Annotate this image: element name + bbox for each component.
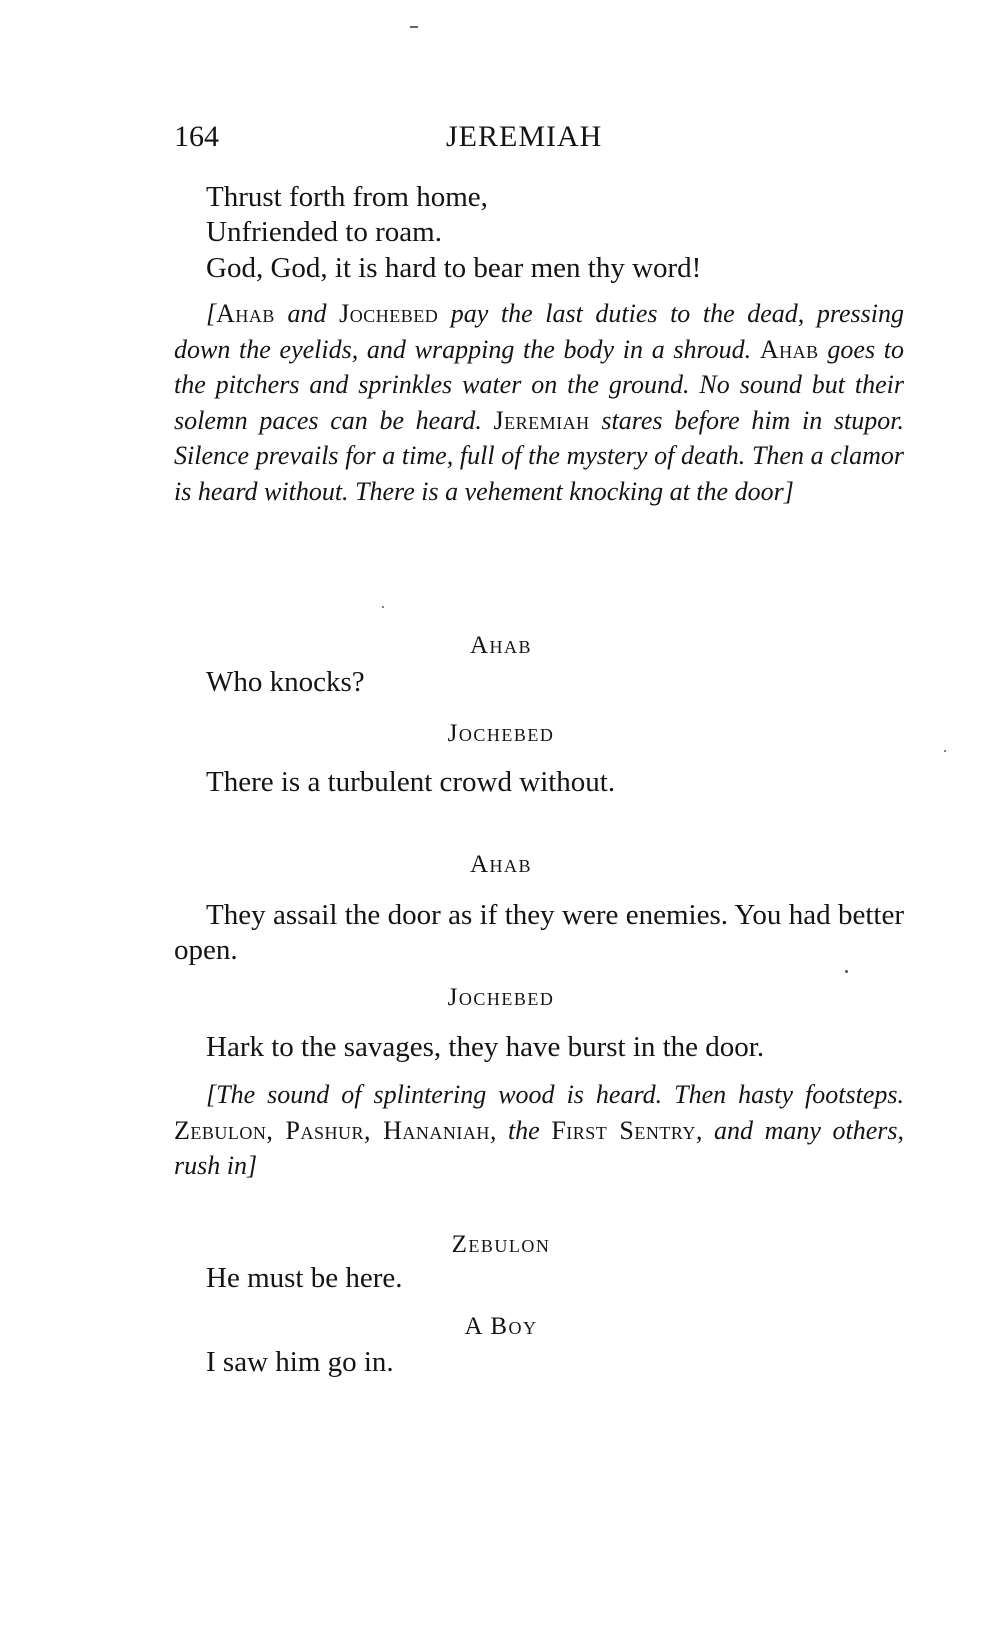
character-name: Zebulon [174, 1115, 267, 1145]
page-number: 164 [174, 120, 219, 153]
dialogue-line: Who knocks? [206, 666, 365, 698]
character-name: First Sentry [551, 1115, 696, 1145]
dialogue-line: He must be here. [206, 1262, 403, 1294]
print-speck [845, 970, 848, 973]
direction-text: pay the last duties to the dead, pressing down the eyelids, and wrapping the body in a shroud. [174, 299, 905, 364]
direction-text: stares before him in stupor. Silence prevails for a time, full of the mystery of death. Then a clamor is heard without. There is a vehement knocking at the door [174, 405, 904, 506]
running-title: JEREMIAH [446, 120, 603, 153]
separator: , [266, 1115, 286, 1145]
dialogue-line: I saw him go in. [206, 1346, 394, 1378]
character-name: Ahab [759, 334, 819, 364]
bracket-open: [ [206, 299, 217, 328]
separator: , [363, 1115, 384, 1145]
stage-direction [174, 296, 904, 509]
stage-direction [174, 1077, 904, 1184]
speaker-name: Ahab [469, 632, 533, 659]
direction-text: The sound of splintering wood is heard. Then hasty footsteps. [216, 1080, 904, 1109]
speaker-name: Zebulon [451, 1231, 551, 1258]
direction-text: , the [489, 1115, 552, 1145]
verse-line: Thrust forth from home, [206, 181, 488, 213]
dialogue-text: They assail the door as if they were enemies. You had better open. [174, 899, 904, 966]
direction-text: and [274, 299, 340, 328]
bracket-close: ] [246, 1151, 258, 1180]
bracket-open: [ [206, 1080, 217, 1109]
direction-text: goes to the pitchers and sprinkles water on the ground. No sound but their solemn paces can be heard. [174, 334, 904, 435]
speaker-name: Jochebed [447, 984, 555, 1011]
dialogue-line [174, 898, 904, 968]
dialogue-line: Hark to the savages, they have burst in the door. [206, 1031, 765, 1063]
verse-line: Unfriended to roam. [206, 216, 442, 248]
print-mark [410, 26, 418, 28]
speaker-name: Jochebed [447, 720, 555, 747]
verse-line: God, God, it is hard to bear men thy word! [206, 252, 702, 284]
dialogue-line: There is a turbulent crowd without. [206, 766, 616, 798]
bracket-close: ] [783, 476, 794, 506]
character-name: Jeremiah [493, 405, 590, 435]
character-name: Hananiah [383, 1115, 490, 1145]
print-speck [944, 750, 946, 752]
direction-text: , and many others, rush in [174, 1115, 905, 1180]
character-name: Ahab [216, 299, 275, 328]
print-speck [382, 606, 384, 608]
character-name: Pashur [285, 1115, 364, 1145]
character-name: Jochebed [339, 299, 439, 328]
speaker-name: Ahab [469, 851, 533, 878]
speaker-name: A Boy [464, 1313, 538, 1340]
